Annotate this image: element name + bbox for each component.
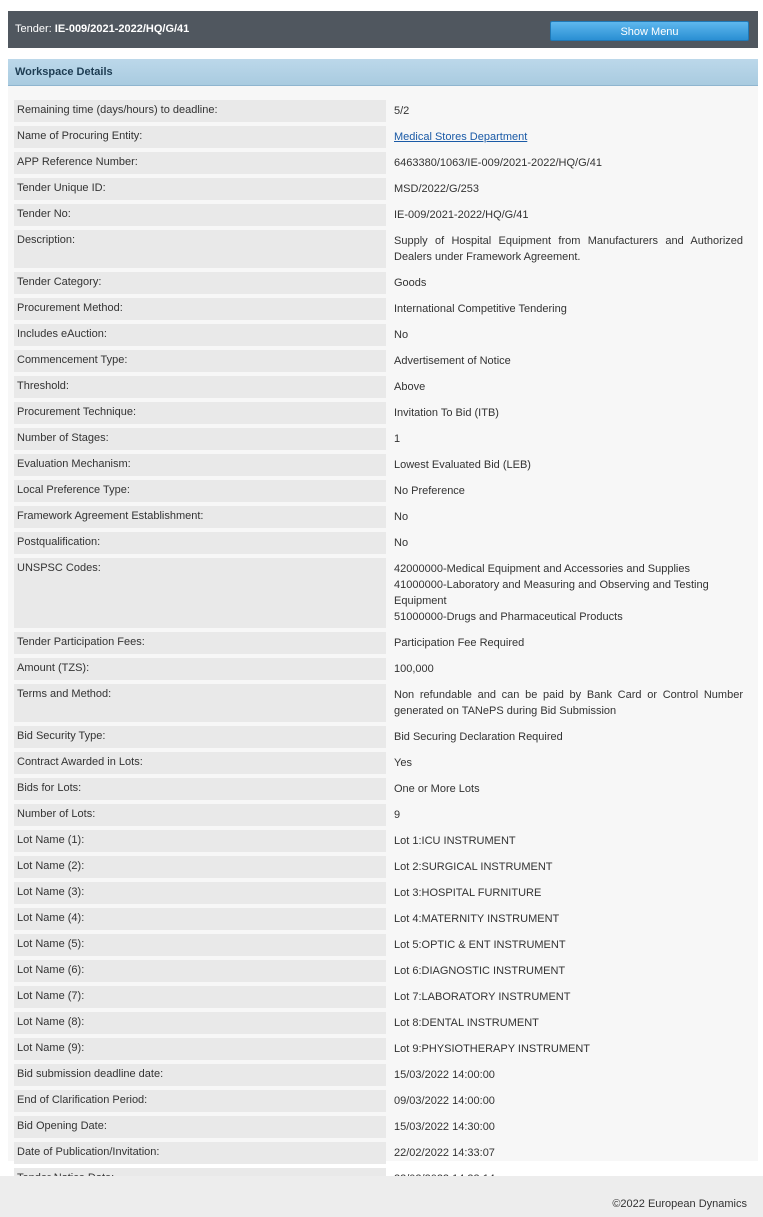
detail-row — [14, 428, 746, 450]
detail-label: Lot Name (8): — [14, 1012, 386, 1034]
tender-title — [15, 23, 189, 35]
detail-value — [391, 558, 746, 628]
detail-value: Lot 4:MATERNITY INSTRUMENT — [394, 913, 560, 925]
detail-label: Bid Security Type: — [14, 726, 386, 748]
detail-label: Bid submission deadline date: — [14, 1064, 386, 1086]
detail-row — [14, 454, 746, 476]
detail-label: Terms and Method: — [14, 684, 386, 722]
detail-label: Lot Name (2): — [14, 856, 386, 878]
detail-label: Framework Agreement Establishment: — [14, 506, 386, 528]
detail-row — [14, 1064, 746, 1086]
tender-prefix: Tender: — [15, 23, 52, 35]
detail-row — [14, 152, 746, 174]
detail-value: Goods — [394, 277, 427, 289]
detail-label: Lot Name (9): — [14, 1038, 386, 1060]
detail-value: MSD/2022/G/253 — [394, 183, 479, 195]
detail-label: Number of Stages: — [14, 428, 386, 450]
detail-label: End of Clarification Period: — [14, 1090, 386, 1112]
detail-label: Number of Lots: — [14, 804, 386, 826]
workspace-panel — [8, 86, 758, 1161]
detail-row — [14, 684, 746, 722]
detail-value: 15/03/2022 14:00:00 — [394, 1069, 495, 1081]
detail-row — [14, 298, 746, 320]
detail-label: Local Preference Type: — [14, 480, 386, 502]
footer — [0, 1176, 763, 1217]
detail-label: Remaining time (days/hours) to deadline: — [14, 100, 386, 122]
detail-value: 5/2 — [394, 105, 410, 117]
detail-label: Procurement Method: — [14, 298, 386, 320]
detail-value: Supply of Hospital Equipment from Manufacturers and Authorized Dealers under Framework Agreement. — [394, 235, 743, 263]
detail-label: APP Reference Number: — [14, 152, 386, 174]
detail-value: 09/03/2022 14:00:00 — [394, 1095, 495, 1107]
detail-row — [14, 908, 746, 930]
detail-value: Yes — [394, 757, 412, 769]
detail-row — [14, 658, 746, 680]
detail-label: Postqualification: — [14, 532, 386, 554]
unspsc-code: 41000000-Laboratory and Measuring and Observing and Testing Equipment — [394, 579, 709, 607]
detail-label: Tender No: — [14, 204, 386, 226]
detail-row — [14, 100, 746, 122]
detail-value: Lot 5:OPTIC & ENT INSTRUMENT — [394, 939, 566, 951]
procuring-entity-link[interactable]: Medical Stores Department — [394, 131, 528, 143]
detail-row — [14, 1116, 746, 1138]
detail-row — [14, 882, 746, 904]
detail-value: Bid Securing Declaration Required — [394, 731, 563, 743]
detail-row — [14, 126, 746, 148]
detail-row — [14, 960, 746, 982]
detail-row — [14, 830, 746, 852]
detail-label: Description: — [14, 230, 386, 268]
detail-label: Lot Name (5): — [14, 934, 386, 956]
detail-row — [14, 204, 746, 226]
detail-row — [14, 632, 746, 654]
unspsc-code: 51000000-Drugs and Pharmaceutical Products — [394, 611, 623, 623]
detail-label: Lot Name (6): — [14, 960, 386, 982]
detail-row — [14, 934, 746, 956]
detail-row — [14, 1012, 746, 1034]
detail-label: Lot Name (1): — [14, 830, 386, 852]
detail-row — [14, 376, 746, 398]
detail-label: Lot Name (7): — [14, 986, 386, 1008]
workspace-header — [8, 59, 758, 86]
detail-value: 6463380/1063/IE-009/2021-2022/HQ/G/41 — [394, 157, 602, 169]
detail-label: Tender Participation Fees: — [14, 632, 386, 654]
detail-label: Procurement Technique: — [14, 402, 386, 424]
detail-label: Includes eAuction: — [14, 324, 386, 346]
detail-value: No — [394, 329, 409, 341]
detail-value: Advertisement of Notice — [394, 355, 511, 367]
detail-row — [14, 230, 746, 268]
detail-value: Lot 1:ICU INSTRUMENT — [394, 835, 516, 847]
detail-label: Lot Name (3): — [14, 882, 386, 904]
detail-value: Above — [394, 381, 426, 393]
detail-label: Evaluation Mechanism: — [14, 454, 386, 476]
detail-row — [14, 778, 746, 800]
detail-value: Lot 2:SURGICAL INSTRUMENT — [394, 861, 553, 873]
detail-value: One or More Lots — [394, 783, 480, 795]
top-bar — [8, 11, 758, 48]
detail-value: International Competitive Tendering — [394, 303, 567, 315]
detail-row — [14, 752, 746, 774]
detail-row — [14, 272, 746, 294]
tender-number: IE-009/2021-2022/HQ/G/41 — [54, 23, 190, 35]
detail-value: Lot 8:DENTAL INSTRUMENT — [394, 1017, 539, 1029]
detail-label: Tender Unique ID: — [14, 178, 386, 200]
detail-value: 15/03/2022 14:30:00 — [394, 1121, 495, 1133]
detail-row — [14, 986, 746, 1008]
detail-row — [14, 178, 746, 200]
detail-value: Lowest Evaluated Bid (LEB) — [394, 459, 531, 471]
detail-value: Lot 9:PHYSIOTHERAPY INSTRUMENT — [394, 1043, 591, 1055]
detail-row — [14, 804, 746, 826]
details-list — [14, 100, 746, 1194]
detail-row — [14, 532, 746, 554]
detail-value: 9 — [394, 809, 401, 821]
detail-label: Amount (TZS): — [14, 658, 386, 680]
detail-value: IE-009/2021-2022/HQ/G/41 — [394, 209, 529, 221]
detail-value: Lot 6:DIAGNOSTIC INSTRUMENT — [394, 965, 566, 977]
detail-label: Threshold: — [14, 376, 386, 398]
detail-value: No — [394, 537, 409, 549]
detail-label: Name of Procuring Entity: — [14, 126, 386, 148]
detail-label: Lot Name (4): — [14, 908, 386, 930]
detail-label: Commencement Type: — [14, 350, 386, 372]
detail-row — [14, 1038, 746, 1060]
show-menu-button[interactable]: Show Menu — [550, 21, 749, 41]
detail-label: Tender Category: — [14, 272, 386, 294]
detail-row — [14, 558, 746, 628]
detail-row — [14, 506, 746, 528]
detail-value: 100,000 — [394, 663, 434, 675]
detail-row — [14, 726, 746, 748]
detail-value: No — [394, 511, 409, 523]
workspace-title: Workspace Details — [15, 66, 113, 78]
detail-value — [391, 126, 746, 148]
detail-label: Bids for Lots: — [14, 778, 386, 800]
detail-row — [14, 480, 746, 502]
detail-row — [14, 402, 746, 424]
detail-value: 22/02/2022 14:33:07 — [394, 1147, 495, 1159]
detail-label: UNSPSC Codes: — [14, 558, 386, 628]
detail-row — [14, 324, 746, 346]
detail-label: Bid Opening Date: — [14, 1116, 386, 1138]
detail-value: Non refundable and can be paid by Bank Card or Control Number generated on TANePS during Bid Submission — [394, 689, 743, 717]
unspsc-code: 42000000-Medical Equipment and Accessories and Supplies — [394, 563, 690, 575]
detail-value: Lot 7:LABORATORY INSTRUMENT — [394, 991, 571, 1003]
detail-row — [14, 1090, 746, 1112]
detail-row — [14, 1142, 746, 1164]
detail-value: Lot 3:HOSPITAL FURNITURE — [394, 887, 542, 899]
detail-row — [14, 350, 746, 372]
detail-label: Contract Awarded in Lots: — [14, 752, 386, 774]
detail-value: Invitation To Bid (ITB) — [394, 407, 499, 419]
copyright: ©2022 European Dynamics — [612, 1198, 747, 1210]
detail-value: 1 — [394, 433, 401, 445]
detail-label: Date of Publication/Invitation: — [14, 1142, 386, 1164]
detail-value: Participation Fee Required — [394, 637, 525, 649]
detail-row — [14, 856, 746, 878]
detail-value: No Preference — [394, 485, 465, 497]
